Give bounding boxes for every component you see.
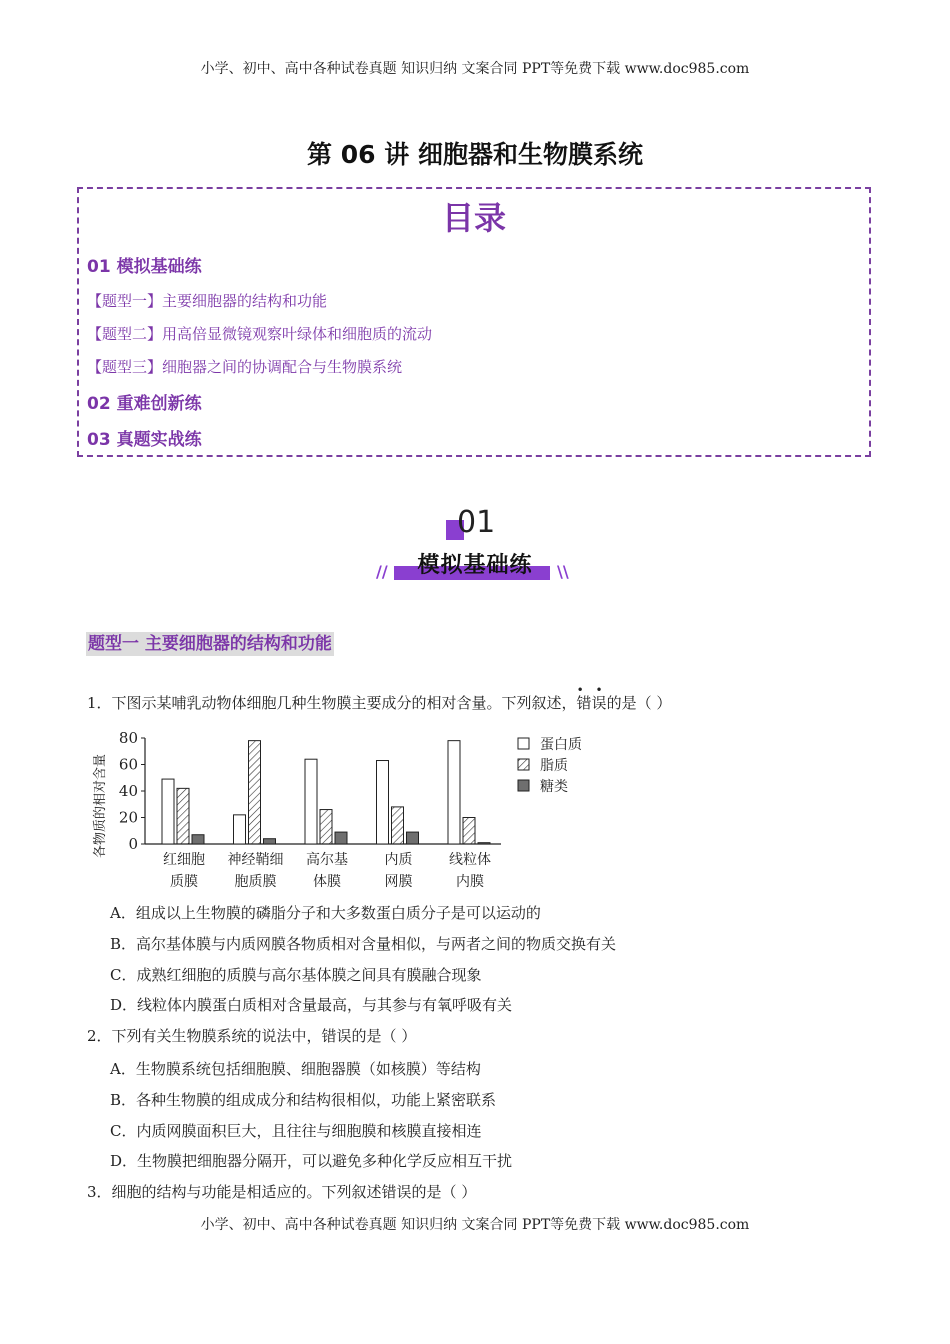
bar-hatched-2: [320, 810, 332, 844]
page-header: 小学、初中、高中各种试卷真题 知识归纳 文案合同 PPT等免费下载 www.doc985.com: [200, 61, 750, 77]
q2-option-b[interactable]: B．各种生物膜的组成成分和结构很相似，功能上紧密联系: [110, 1091, 497, 1109]
badge-title: 模拟基础练: [417, 553, 533, 578]
bar-open-0: [162, 779, 174, 844]
x-label-line2: 网膜: [384, 874, 413, 890]
x-label-line2: 内膜: [456, 874, 484, 890]
legend-label: 糖类: [540, 779, 568, 795]
legend-swatch-open: [518, 738, 529, 749]
badge-number: 01: [457, 505, 496, 540]
q1-option-c[interactable]: C．成熟红细胞的质膜与高尔基体膜之间具有膜融合现象: [110, 966, 482, 984]
y-tick-label: 0: [128, 835, 138, 853]
q1-option-a[interactable]: A．组成以上生物膜的磷脂分子和大多数蛋白质分子是可以运动的: [110, 904, 541, 922]
q2-option-a[interactable]: A．生物膜系统包括细胞膜、细胞器膜（如核膜）等结构: [110, 1060, 481, 1078]
page-title: 第 06 讲 细胞器和生物膜系统: [307, 140, 643, 169]
question-2-stem: 2．下列有关生物膜系统的说法中，错误的是（ ）: [87, 1027, 417, 1045]
y-tick-label: 80: [118, 729, 138, 747]
bar-open-2: [305, 759, 317, 844]
legend-label: 蛋白质: [540, 737, 582, 753]
x-label-line1: 内质: [384, 852, 413, 868]
bar-hatched-3: [392, 807, 404, 844]
x-label-line1: 神经鞘细: [227, 852, 284, 868]
x-label-line1: 高尔基: [306, 852, 348, 868]
bar-solid-1: [264, 839, 276, 844]
toc-item-3[interactable]: 【题型三】细胞器之间的协调配合与生物膜系统: [87, 358, 403, 376]
bar-hatched-4: [463, 818, 475, 845]
x-axis-labels: [163, 851, 491, 890]
badge-right-slashes: \\: [557, 562, 569, 581]
q1-option-b[interactable]: B．高尔基体膜与内质网膜各物质相对含量相似，与两者之间的物质交换有关: [110, 935, 617, 953]
legend-swatch-solid: [518, 780, 529, 791]
y-axis-ticks: [119, 729, 145, 853]
question-1-stem: [87, 683, 672, 713]
bar-solid-4: [478, 843, 490, 844]
toc-box: [77, 187, 871, 457]
bar-open-3: [377, 761, 389, 844]
bar-hatched-0: [177, 788, 189, 844]
toc-section-3[interactable]: 03 真题实战练: [87, 430, 202, 450]
badge-left-slashes: //: [376, 562, 388, 581]
x-label-line2: 体膜: [313, 874, 341, 890]
q2-option-d[interactable]: D．生物膜把细胞器分隔开，可以避免多种化学反应相互干扰: [110, 1152, 513, 1170]
chart-legend: [518, 737, 582, 795]
page-footer: 小学、初中、高中各种试卷真题 知识归纳 文案合同 PPT等免费下载 www.doc985.com: [200, 1217, 750, 1233]
emphasis-word: [576, 683, 607, 712]
membrane-composition-chart: [86, 726, 626, 894]
y-tick-label: 60: [118, 755, 138, 774]
chart-ylabel: 各物质的相对含量: [93, 753, 108, 859]
q1-option-d[interactable]: D．线粒体内膜蛋白质相对含量最高，与其参与有氧呼吸有关: [110, 996, 513, 1014]
x-label-line2: 质膜: [170, 874, 198, 890]
legend-label: 脂质: [540, 758, 568, 774]
toc-section-1[interactable]: 01 模拟基础练: [87, 257, 202, 277]
bar-solid-3: [407, 832, 419, 844]
bar-hatched-1: [249, 741, 261, 844]
toc-heading: 目录: [441, 199, 506, 237]
bars-group: [162, 741, 490, 844]
question-1-stem-after: 的是（ ）: [606, 694, 672, 712]
y-tick-label: 20: [118, 808, 138, 827]
legend-swatch-hatched: [518, 759, 529, 770]
q2-option-c[interactable]: C．内质网膜面积巨大，且往往与细胞膜和核膜直接相连: [110, 1122, 482, 1140]
emphasis-text: 错误: [576, 694, 607, 712]
x-label-line2: 胞质膜: [234, 874, 277, 890]
question-1-stem-before: 1．下图示某哺乳动物体细胞几种生物膜主要成分的相对含量。下列叙述，: [87, 694, 577, 712]
x-label-line1: 红细胞: [163, 852, 205, 868]
toc-section-2[interactable]: 02 重难创新练: [87, 394, 202, 414]
question-3-stem: 3．细胞的结构与功能是相适应的。下列叙述错误的是（ ）: [87, 1183, 477, 1201]
bar-open-4: [448, 741, 460, 844]
y-tick-label: 40: [118, 782, 138, 800]
bar-solid-0: [192, 835, 204, 844]
bar-open-1: [234, 815, 246, 844]
section-heading: 题型一 主要细胞器的结构和功能: [88, 634, 332, 654]
toc-item-2[interactable]: 【题型二】用高倍显微镜观察叶绿体和细胞质的流动: [87, 325, 433, 343]
x-label-line1: 线粒体: [449, 852, 491, 868]
toc-item-1[interactable]: 【题型一】主要细胞器的结构和功能: [87, 292, 328, 310]
emphasis-dots: • •: [576, 683, 607, 697]
bar-solid-2: [335, 832, 347, 844]
